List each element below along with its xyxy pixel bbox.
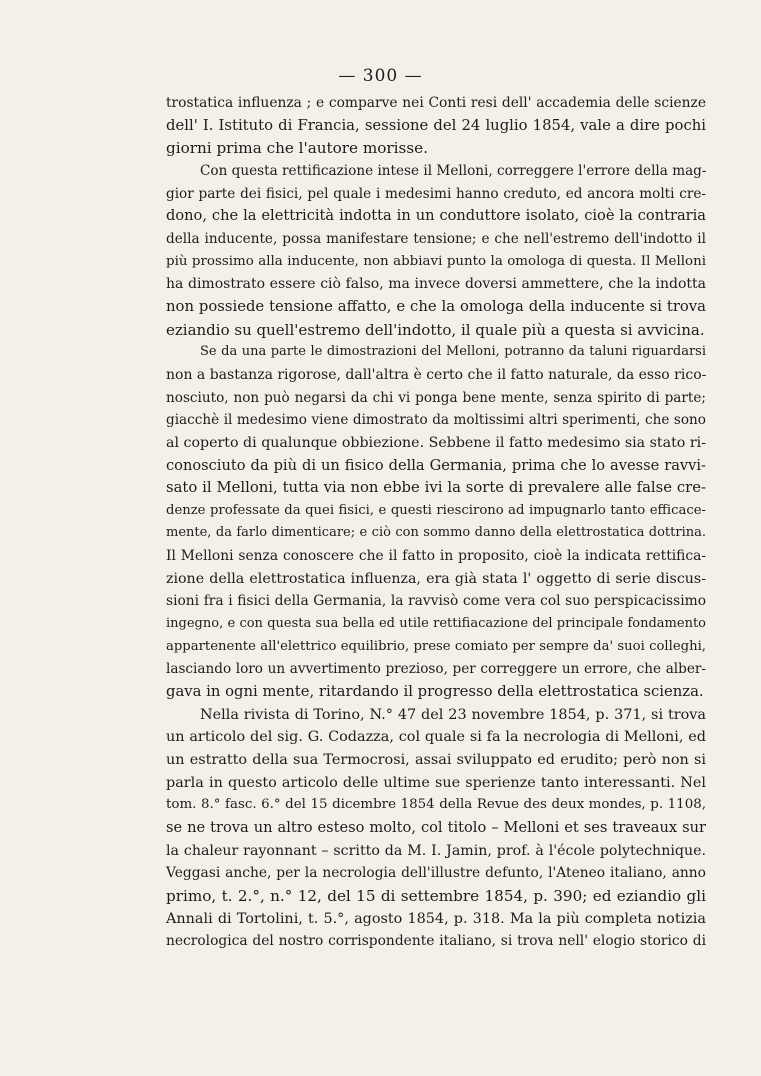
text-line: un articolo del sig. G. Codazza, col quale si fa la necrologia di Melloni, ed	[166, 729, 706, 746]
text-line: lasciando loro un avvertimento prezioso, per correggere un errore, che alber-	[166, 661, 706, 678]
text-line: sato il Melloni, tutta via non ebbe ivi la sorte di prevalere alle false cre-	[166, 479, 706, 497]
text-line: al coperto di qualunque obbiezione. Sebbene il fatto medesimo sia stato ri-	[166, 434, 706, 451]
text-line: parla in questo articolo delle ultime sue sperienze tanto interessanti. Nel	[166, 774, 706, 791]
text-line: ingegno, e con questa sua bella ed utile rettifiacazione del principale fondamento	[166, 616, 706, 632]
text-line: Con questa rettificazione intese il Melloni, correggere l'errore della mag-	[200, 162, 707, 179]
text-line: appartenente all'elettrico equilibrio, prese comiato per sempre da' suoi colleghi,	[166, 638, 706, 654]
text-line: Annali di Tortolini, t. 5.°, agosto 1854, p. 318. Ma la più completa notizia	[166, 910, 706, 927]
text-line: un estratto della sua Termocrosi, assai sviluppato ed erudito; però non si	[166, 752, 706, 769]
text-line: ha dimostrato essere ciò falso, ma invece doversi ammettere, che la indotta	[166, 276, 706, 293]
text-line: nosciuto, non può negarsi da chi vi ponga bene mente, senza spirito di parte;	[166, 389, 706, 406]
text-line: gior parte dei fisici, pel quale i medesimi hanno creduto, ed ancora molti cre-	[166, 185, 706, 202]
text-line: se ne trova un altro esteso molto, col titolo – Melloni et ses traveaux sur	[166, 819, 706, 836]
text-line: più prossimo alla inducente, non abbiavi punto la omologa di questa. Il Melloni	[166, 253, 706, 269]
text-line: Se da una parte le dimostrazioni del Melloni, potranno da taluni riguardarsi	[200, 344, 706, 360]
text-line: la chaleur rayonnant – scritto da M. I. Jamin, prof. à l'école polytechnique.	[166, 842, 706, 859]
text-line: necrologica del nostro corrispondente italiano, si trova nell' elogio storico di	[166, 933, 706, 950]
text-line: dono, che la elettricità indotta in un conduttore isolato, cioè la contraria	[166, 207, 706, 225]
page-number: — 300 —	[338, 66, 423, 86]
text-line: dell' I. Istituto di Francia, sessione del 24 luglio 1854, vale a dire pochi	[166, 116, 706, 134]
text-line: conosciuto da più di un fisico della Germania, prima che lo avesse ravvi-	[166, 456, 706, 474]
text-line: sioni fra i fisici della Germania, la ravvisò come vera col suo perspicacissimo	[166, 593, 706, 610]
body-text	[166, 92, 706, 953]
text-line: giacchè il medesimo viene dimostrato da moltissimi altri sperimenti, che sono	[166, 412, 706, 429]
text-line: denze professate da quei fisici, e questi riescirono ad impugnarlo tanto efficace-	[166, 502, 706, 518]
text-line: zione della elettrostatica influenza, era già stata l' oggetto di serie discus-	[166, 570, 706, 587]
text-line: mente, da farlo dimenticare; e ciò con sommo danno della elettrostatica dottrina.	[166, 525, 706, 541]
text-line: eziandio su quell'estremo dell'indotto, il quale più a questa si avvicina.	[166, 320, 705, 339]
text-line: della inducente, possa manifestare tensione; e che nell'estremo dell'indotto il	[166, 230, 706, 247]
text-line: Il Melloni senza conoscere che il fatto in proposito, cioè la indicata rettifica-	[166, 548, 706, 565]
text-line: tom. 8.° fasc. 6.° del 15 dicembre 1854 della Revue des deux mondes, p. 1108,	[166, 797, 706, 813]
text-line: Veggasi anche, per la necrologia dell'illustre defunto, l'Ateneo italiano, anno	[166, 865, 706, 882]
text-line: giorni prima che l'autore morisse.	[166, 139, 428, 158]
text-line: Nella rivista di Torino, N.° 47 del 23 novembre 1854, p. 371, si trova	[200, 706, 706, 723]
text-line: primo, t. 2.°, n.° 12, del 15 di settembre 1854, p. 390; ed eziandio gli	[166, 886, 706, 905]
text-line: non possiede tensione affatto, e che la omologa della inducente si trova	[166, 297, 706, 315]
text-line: gava in ogni mente, ritardando il progresso della elettrostatica scienza.	[166, 683, 704, 701]
text-line: trostatica influenza ; e comparve nei Conti resi dell' accademia delle scienze	[166, 95, 706, 111]
text-line: non a bastanza rigorose, dall'altra è certo che il fatto naturale, da esso rico-	[166, 366, 707, 383]
